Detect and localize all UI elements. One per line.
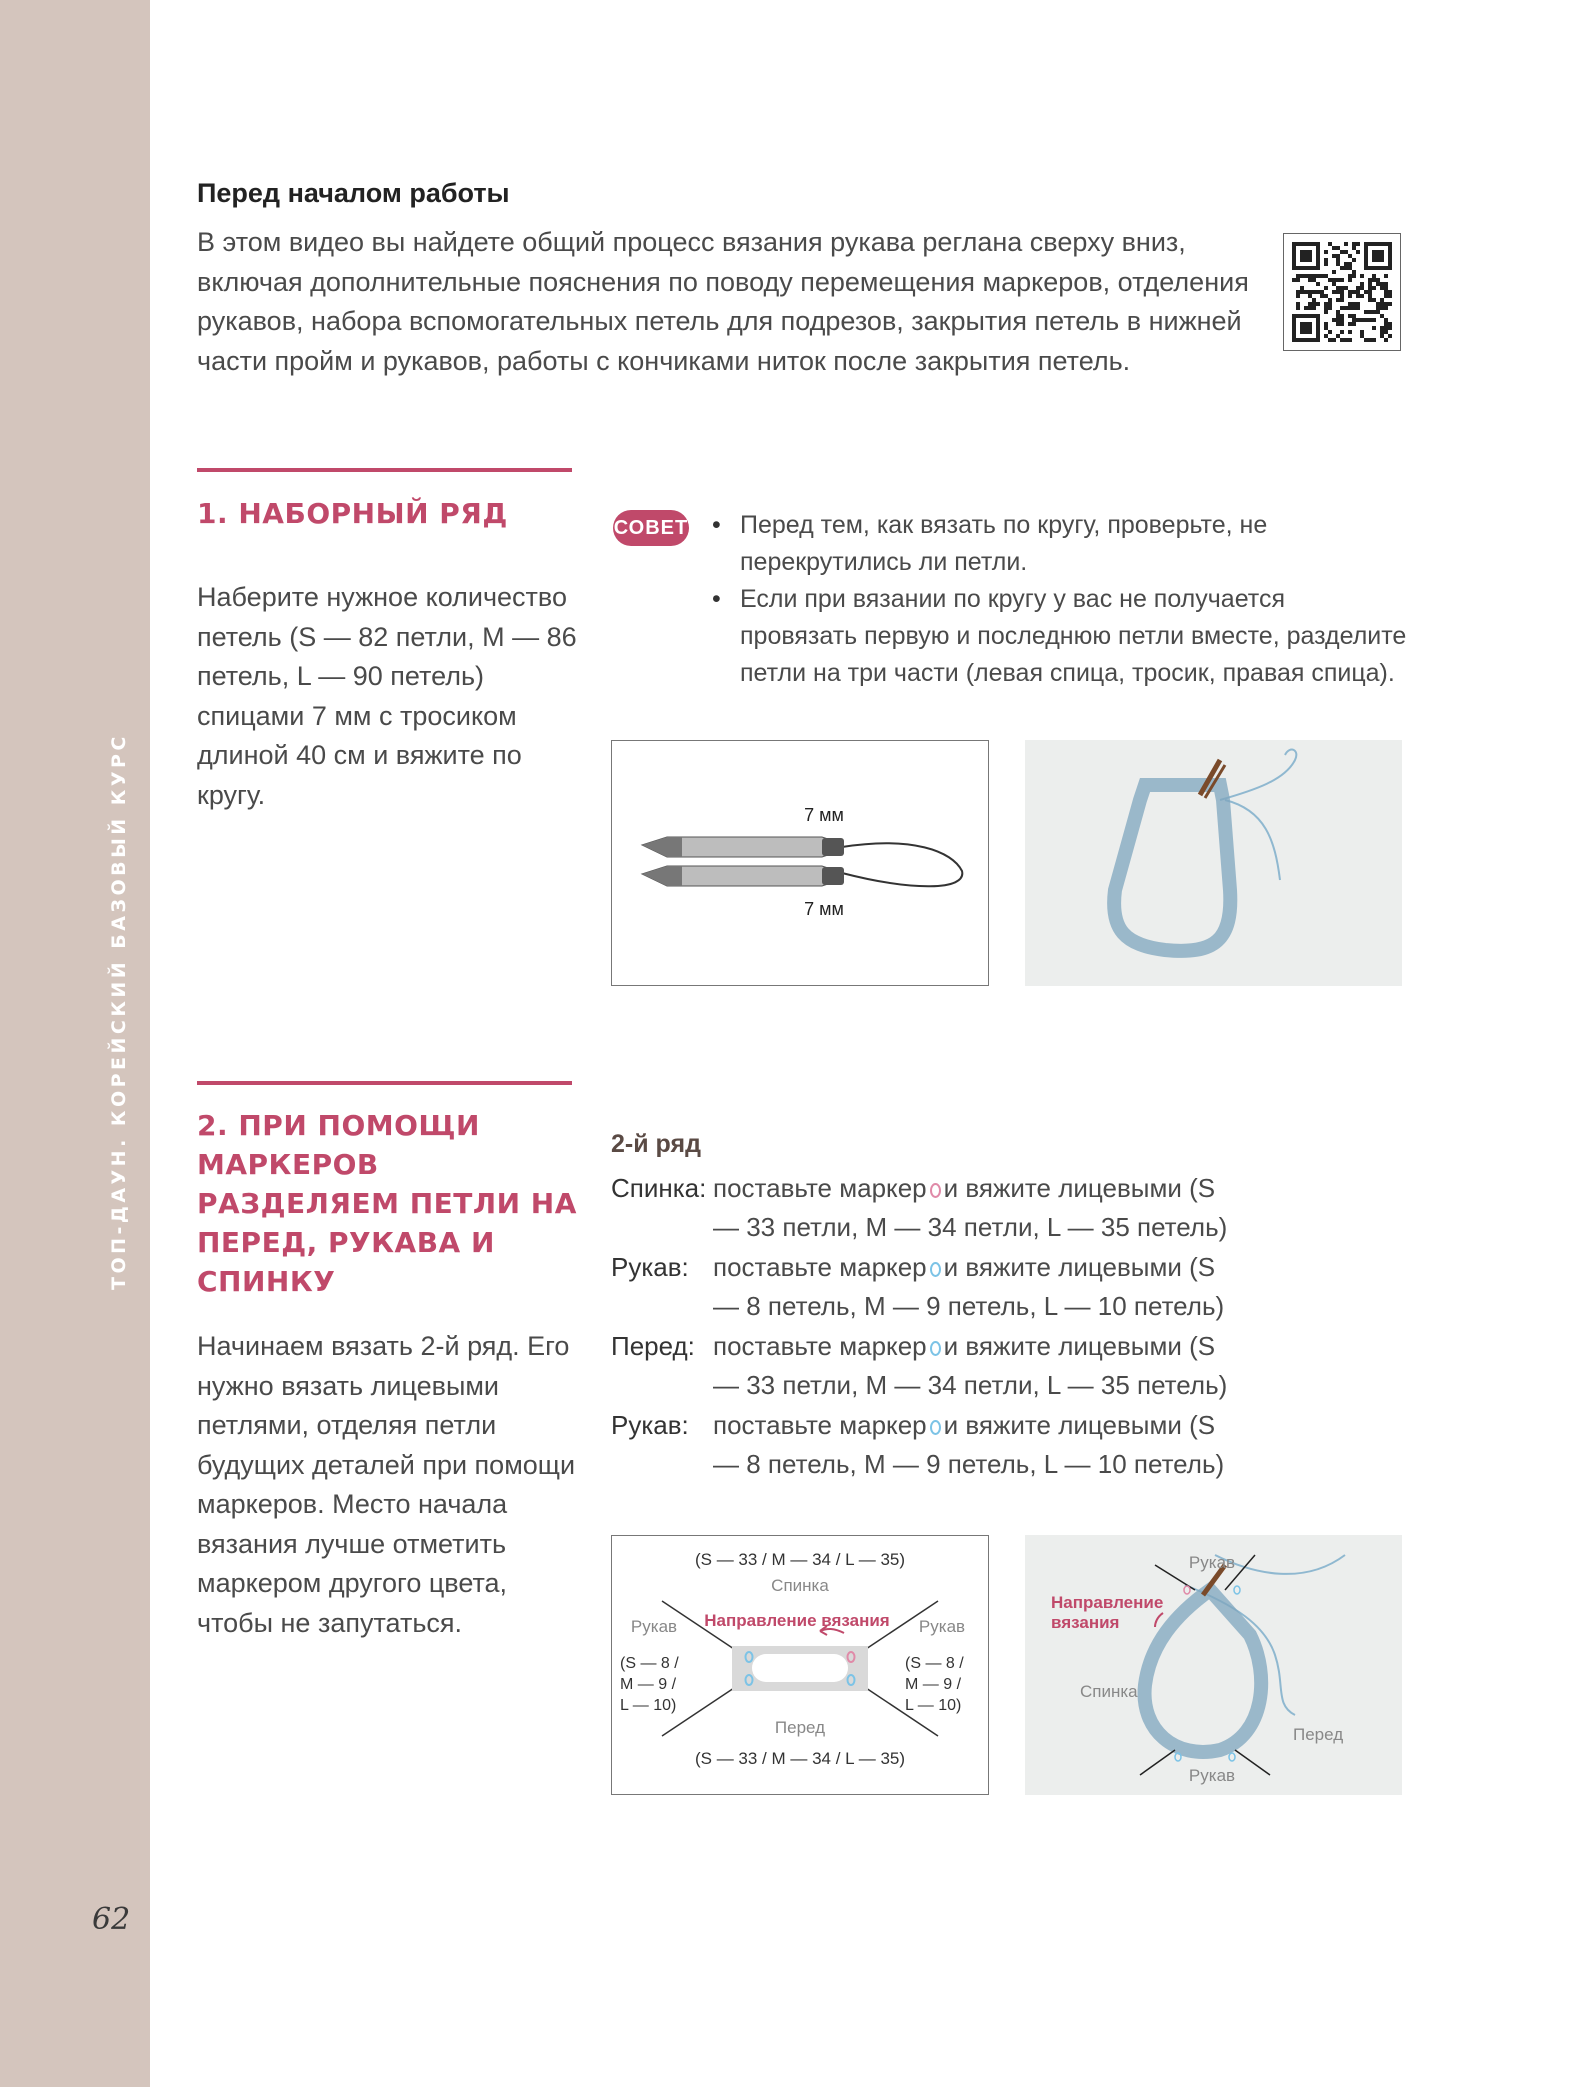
diagram-right-m: M — 9 / [905, 1676, 962, 1693]
diagram-bottom-count: (S — 33 / M — 34 / L — 35) [694, 1749, 906, 1768]
direction-arrow-icon [1155, 1613, 1163, 1627]
blue-marker-icon [930, 1420, 941, 1435]
diagram-left-m: M — 9 / [620, 1676, 677, 1693]
diagram-direction-label: Направление вязания [704, 1611, 890, 1630]
photo-cast-on [1025, 740, 1402, 986]
pink-marker-icon [930, 1183, 941, 1198]
needle-illustration [612, 741, 988, 985]
needle-diagram [611, 740, 989, 986]
photo-front-label: Перед [1293, 1725, 1344, 1744]
bullet-icon: • [712, 511, 721, 539]
diagram-left-l: L — 10) [620, 1697, 677, 1714]
marker-diagram [611, 1535, 989, 1795]
photo-sleeve-top: Рукав [1188, 1553, 1236, 1572]
page-number: 62 [92, 1902, 131, 1937]
bullet-icon: • [712, 585, 721, 613]
row-subtitle: 2-й ряд [611, 1130, 701, 1158]
photo-back-label: Спинка [1080, 1682, 1138, 1701]
photo-direction-line1: Направление [1051, 1593, 1164, 1612]
instruction-label: Рукав: [611, 1252, 689, 1282]
intro-title: Перед началом работы [197, 178, 510, 208]
diagram-left-s: (S — 8 / [620, 1655, 679, 1672]
diagram-sleeve-left: Рукав [630, 1617, 678, 1636]
blue-marker-icon [930, 1262, 941, 1277]
section1-rule [197, 468, 572, 472]
blue-marker-icon [1234, 1586, 1240, 1594]
marker-illustration [612, 1536, 988, 1794]
knitting-markers-photo [1025, 1535, 1402, 1795]
tip-list [708, 507, 1408, 692]
diagram-sleeve-right: Рукав [918, 1617, 966, 1636]
diagram-top-count: (S — 33 / M — 34 / L — 35) [694, 1550, 906, 1569]
tip-item: • Перед тем, как вязать по кругу, проверьте, не перекрутились ли петли. [708, 507, 1408, 581]
photo-sleeve-bottom: Рукав [1188, 1766, 1236, 1785]
section2-heading: 2. ПРИ ПОМОЩИ МАРКЕРОВ РАЗДЕЛЯЕМ ПЕТЛИ НА ПЕРЕД, РУКАВА И СПИНКУ [197, 1109, 577, 1298]
instruction-label: Спинка: [611, 1173, 707, 1203]
qr-code[interactable] [1283, 233, 1401, 351]
blue-marker-icon [930, 1341, 941, 1356]
diagram-back-label: Спинка [771, 1576, 829, 1595]
section2-rule [197, 1081, 572, 1085]
photo-direction-line2: вязания [1051, 1613, 1120, 1632]
photo-markers [1025, 1535, 1402, 1795]
diagram-front-label: Перед [774, 1718, 826, 1737]
instruction-label: Перед: [611, 1331, 695, 1361]
diagram-right-l: L — 10) [905, 1697, 962, 1714]
knitting-ring-photo [1025, 740, 1402, 986]
instruction-label: Рукав: [611, 1410, 689, 1440]
needle-size-bottom: 7 мм [804, 899, 844, 919]
section1-heading: 1. НАБОРНЫЙ РЯД [197, 497, 508, 530]
tip-badge: СОВЕТ [613, 510, 689, 546]
section2-text: Начинаем вязать 2-й ряд. Его нужно вязать лицевыми петлями, отделяя петли будущих деталей при помощи маркеров. Место начала вязания лучше отметить маркером другого цвета, чтобы не запутаться. [197, 1331, 576, 1638]
blue-marker-icon [1229, 1753, 1235, 1761]
pink-marker-icon [1184, 1586, 1190, 1594]
tip-item: • Если при вязании по кругу у вас не получается провязать первую и последнюю петли вместе, разделите петли на три части (левая спица, тросик, правая спица). [708, 581, 1408, 692]
diagram-right-s: (S — 8 / [905, 1655, 964, 1672]
needle-size-top: 7 мм [804, 805, 844, 825]
intro-text: В этом видео вы найдете общий процесс вязания рукава реглана сверху вниз, включая дополнительные пояснения по поводу перемещения маркеров, отделения рукавов, набора вспомогательных петель для подрезов, закрытия петель в нижней части пройм и рукавов, работы с кончиками ниток после закрытия петель. [197, 227, 1249, 376]
sidebar-label: ТОП-ДАУН. КОРЕЙСКИЙ БАЗОВЫЙ КУРС [108, 733, 130, 1290]
section1-text: Наберите нужное количество петель (S — 82 петли, M — 86 петель, L — 90 петель) спицами 7 мм с тросиком длиной 40 см и вяжите по кругу. [197, 582, 577, 810]
